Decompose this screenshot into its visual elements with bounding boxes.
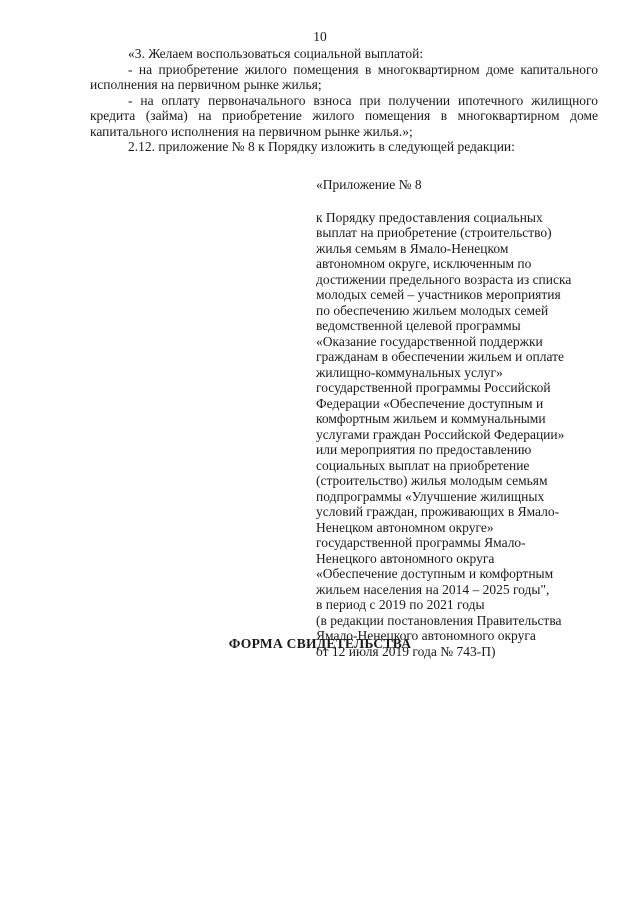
appendix-line: молодых семей – участников мероприятия: [316, 287, 561, 302]
appendix-line: (строительство) жилья молодым семьям: [316, 473, 548, 488]
appendix-title: «Приложение № 8: [316, 177, 422, 192]
appendix-line: государственной программы Российской: [316, 380, 551, 395]
appendix-line: жильем населения на 2014 – 2025 годы",: [316, 581, 550, 597]
appendix-line: Федерации «Обеспечение доступным и: [316, 395, 544, 411]
appendix-line: комфортным жильем и коммунальными: [316, 411, 546, 426]
page-number: 10: [313, 29, 327, 44]
appendix-line: Ямало-Ненецкого автономного округа: [316, 628, 536, 643]
appendix-line: «Оказание государственной поддержки: [316, 333, 543, 349]
paragraph-option-primary-market: - на приобретение жилого помещения в многоквартирном доме капитального исполнения на первичном рынке жилья;: [90, 61, 598, 92]
appendix-line: гражданам в обеспечении жильем и оплате: [316, 349, 565, 364]
appendix-line: жилищно-коммунальных услуг»: [316, 364, 503, 380]
body-text: [90, 46, 598, 155]
appendix-line: выплат на приобретение (строительство): [316, 225, 552, 240]
appendix-line: социальных выплат на приобретение: [316, 457, 530, 473]
appendix-line: Ненецкого автономного округа: [316, 550, 495, 566]
appendix-line: автономном округе, исключенным по: [316, 256, 532, 271]
appendix-line: условий граждан, проживающих в Ямало-: [316, 504, 560, 519]
paragraph-item-3: «3. Желаем воспользоваться социальной выплатой:: [128, 46, 424, 61]
appendix-line: подпрограммы «Улучшение жилищных: [316, 488, 545, 504]
appendix-line: (в редакции постановления Правительства: [316, 612, 562, 628]
appendix-line: «Обеспечение доступным и комфортным: [316, 566, 554, 581]
appendix-line: по обеспечению жильем молодых семей: [316, 302, 549, 318]
appendix-line: от 12 июля 2019 года № 743-П): [316, 643, 496, 659]
paragraph-option-mortgage: - на оплату первоначального взноса при получении ипотечного жилищного кредита (займа) на приобретение жилого помещения в многоквартирном доме капитального исполнения на первичном рынке жилья.»;: [90, 92, 598, 139]
paragraph-amendment-2-12: 2.12. приложение № 8 к Порядку изложить в следующей редакции:: [128, 139, 515, 154]
appendix-block: [316, 177, 598, 659]
appendix-line: услугами граждан Российской Федерации»: [316, 426, 565, 442]
appendix-line: государственной программы Ямало-: [316, 535, 526, 550]
appendix-line: достижении предельного возраста из списка: [316, 271, 572, 287]
appendix-description: [316, 210, 598, 660]
appendix-line: к Порядку предоставления социальных: [316, 209, 543, 225]
appendix-line: жилья семьям в Ямало-Ненецком: [316, 240, 509, 256]
appendix-line: или мероприятия по предоставлению: [316, 442, 532, 457]
form-title: ФОРМА СВИДЕТЕЛЬСТВА: [228, 636, 412, 651]
appendix-line: в период с 2019 по 2021 годы: [316, 597, 485, 612]
appendix-line: ведомственной целевой программы: [316, 318, 521, 333]
appendix-line: Ненецком автономном округе»: [316, 519, 494, 535]
